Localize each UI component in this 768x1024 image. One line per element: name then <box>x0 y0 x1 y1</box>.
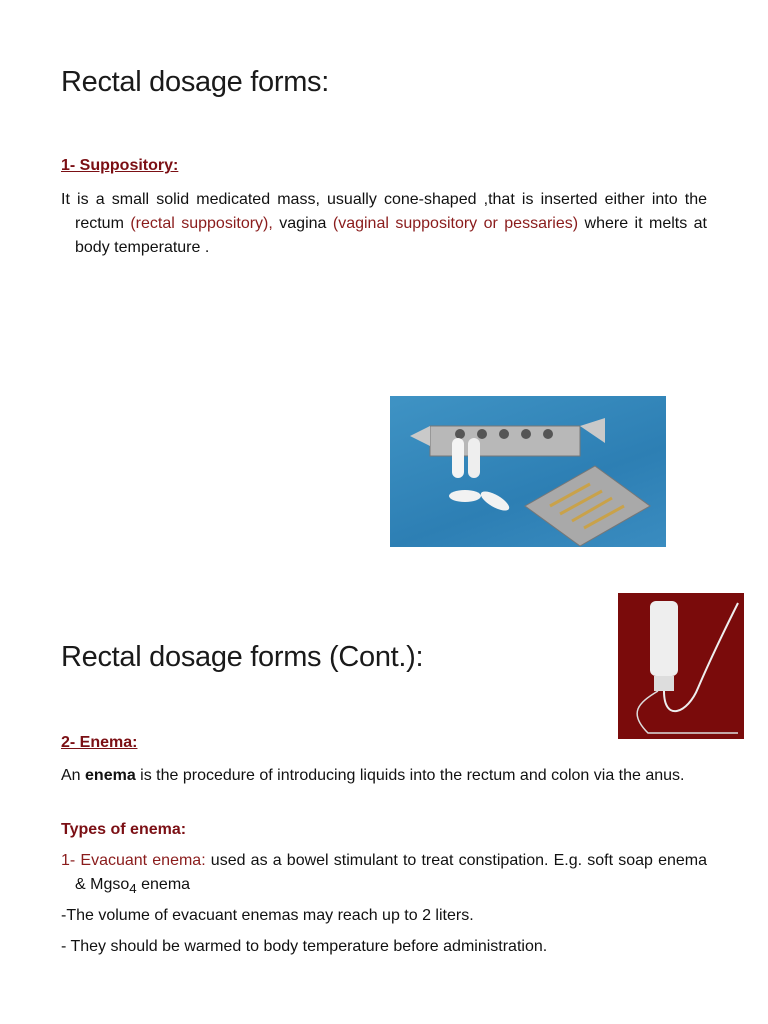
enema-bottle-image <box>618 593 744 739</box>
highlight-text: 1- Evacuant enema: <box>61 852 206 869</box>
section-title-cont: Rectal dosage forms (Cont.): <box>61 641 424 673</box>
enema-intro <box>61 764 707 787</box>
text: It is a small solid medicated mass, usually cone-shaped ,that is inserted either into the rectum <box>61 191 707 232</box>
types-heading: Types of enema: <box>61 821 187 838</box>
enema-heading: 2- Enema: <box>61 734 138 751</box>
suppository-mold-image <box>390 396 666 547</box>
highlight-text: (vaginal suppository or pessaries) <box>332 215 579 232</box>
text: where it melts at body temperature . <box>75 215 708 256</box>
text: is the procedure of introducing liquids into the rectum and colon via the anus. <box>135 767 685 784</box>
evacuant-enema-item <box>61 849 707 901</box>
suppository-heading: 1- Suppository: <box>61 157 179 174</box>
section-title: Rectal dosage forms: <box>61 66 330 98</box>
text: enema <box>136 876 191 893</box>
subscript: 4 <box>129 881 137 897</box>
suppository-paragraph <box>61 188 707 260</box>
text: used as a bowel stimulant to treat constipation. E.g. soft soap enema & Mgso <box>75 852 707 893</box>
highlight-text: (rectal suppository), <box>130 215 273 232</box>
text: An <box>61 767 86 784</box>
bullet-volume: -The volume of evacuant enemas may reach up to 2 liters. <box>61 907 474 924</box>
bold-text: enema <box>85 767 136 784</box>
text: vagina <box>272 215 333 232</box>
bullet-warming: - They should be warmed to body temperature before administration. <box>61 938 548 955</box>
